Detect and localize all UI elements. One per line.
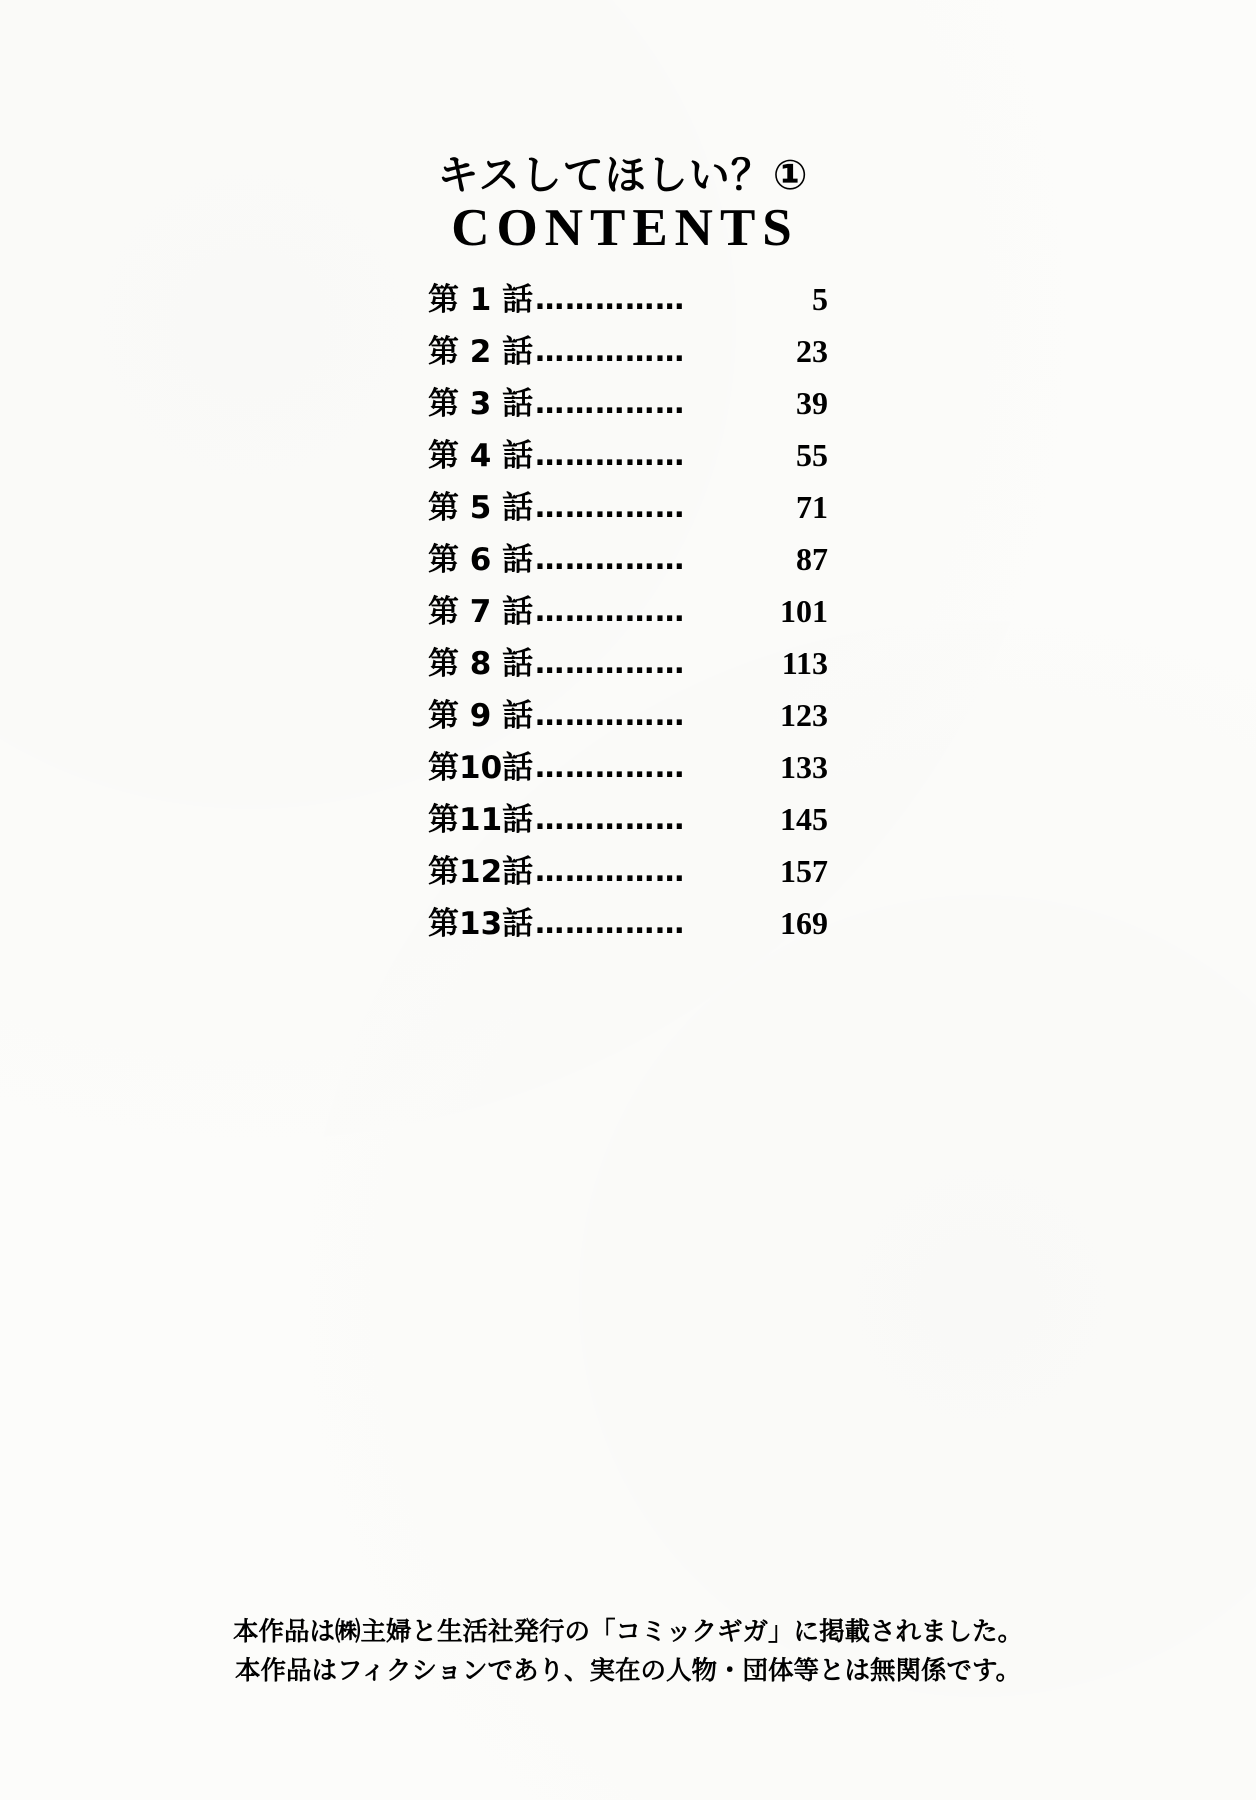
- toc-entry[interactable]: [428, 387, 828, 439]
- toc-leader-dots: ……………: [535, 805, 686, 834]
- toc-page-number: 123: [780, 697, 828, 733]
- toc-entry[interactable]: [428, 647, 828, 699]
- toc-entry[interactable]: [428, 283, 828, 335]
- toc-chapter-label: 第 6 話: [428, 542, 534, 578]
- toc-entry[interactable]: [428, 907, 828, 959]
- toc-leader-dots: ……………: [535, 441, 686, 470]
- toc-page-number: 169: [780, 905, 828, 941]
- toc-page-number: 5: [812, 281, 828, 317]
- toc-chapter-label: 第11話: [428, 802, 534, 838]
- toc-entry[interactable]: [428, 699, 828, 751]
- toc-chapter-label: 第13話: [428, 906, 534, 942]
- toc-leader-dots: ……………: [535, 545, 686, 574]
- toc-page-number: 113: [781, 645, 828, 681]
- toc-page-number: 55: [796, 437, 828, 473]
- toc-list: [428, 283, 828, 959]
- toc-page-number: 87: [796, 541, 828, 577]
- toc-page-number: 39: [796, 385, 828, 421]
- table-of-contents: [0, 151, 1256, 959]
- toc-page-number: 101: [780, 593, 828, 629]
- toc-entry[interactable]: [428, 751, 828, 803]
- series-title: キスしてほしい？①: [437, 151, 809, 199]
- toc-leader-dots: ……………: [535, 389, 686, 418]
- disclaimer-line-1: 本作品は㈱主婦と生活社発行の「コミックギガ」に掲載されました。: [233, 1616, 1023, 1647]
- toc-entry[interactable]: [428, 803, 828, 855]
- toc-leader-dots: ……………: [535, 337, 686, 366]
- toc-chapter-label: 第 4 話: [428, 438, 534, 474]
- toc-chapter-label: 第 1 話: [428, 282, 534, 318]
- toc-chapter-label: 第 3 話: [428, 386, 534, 422]
- contents-heading: CONTENTS: [451, 199, 799, 257]
- toc-leader-dots: ……………: [535, 857, 686, 886]
- toc-page-number: 71: [796, 489, 828, 525]
- toc-chapter-label: 第 9 話: [428, 698, 534, 734]
- toc-leader-dots: ……………: [535, 649, 686, 678]
- toc-entry[interactable]: [428, 595, 828, 647]
- disclaimer-note: [0, 1613, 1256, 1692]
- toc-page-number: 145: [780, 801, 828, 837]
- disclaimer-line-2: 本作品はフィクションであり、実在の人物・団体等とは無関係です。: [235, 1656, 1021, 1687]
- toc-leader-dots: ……………: [535, 493, 686, 522]
- toc-entry[interactable]: [428, 543, 828, 595]
- toc-leader-dots: ……………: [535, 909, 686, 938]
- toc-leader-dots: ……………: [535, 753, 686, 782]
- toc-page-number: 133: [780, 749, 828, 785]
- toc-chapter-label: 第 5 話: [428, 490, 534, 526]
- toc-leader-dots: ……………: [535, 285, 686, 314]
- toc-entry[interactable]: [428, 439, 828, 491]
- toc-leader-dots: ……………: [535, 597, 686, 626]
- toc-entry[interactable]: [428, 491, 828, 543]
- toc-entry[interactable]: [428, 855, 828, 907]
- toc-leader-dots: ……………: [535, 701, 686, 730]
- toc-chapter-label: 第 2 話: [428, 334, 534, 370]
- toc-chapter-label: 第12話: [428, 854, 534, 890]
- toc-page-number: 23: [796, 333, 828, 369]
- toc-chapter-label: 第 7 話: [428, 594, 534, 630]
- toc-page-number: 157: [780, 853, 828, 889]
- toc-entry[interactable]: [428, 335, 828, 387]
- toc-chapter-label: 第10話: [428, 750, 534, 786]
- toc-chapter-label: 第 8 話: [428, 646, 534, 682]
